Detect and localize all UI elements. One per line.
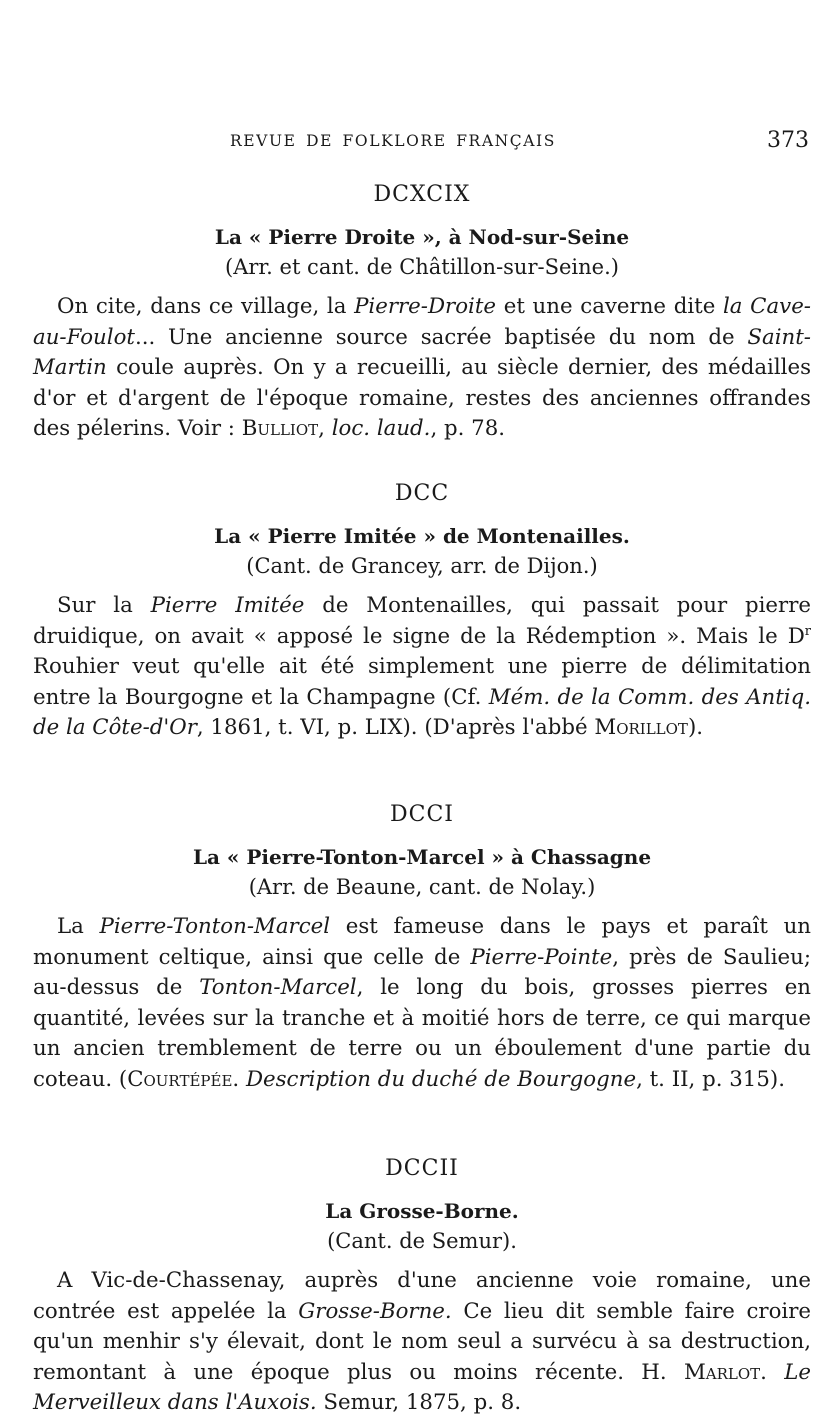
running-title: REVUE DE FOLKLORE FRANÇAIS bbox=[230, 132, 556, 150]
section-body bbox=[33, 912, 811, 1096]
section-dcxcix bbox=[33, 180, 811, 445]
section-body bbox=[33, 292, 811, 445]
body-text: On cite, dans ce village, la bbox=[57, 294, 355, 319]
page-number: 373 bbox=[767, 128, 809, 153]
body-text: . bbox=[232, 1066, 246, 1092]
author-name: Bulliot bbox=[241, 416, 319, 442]
author-name: Morillot bbox=[594, 715, 688, 741]
section-subtitle: (Cant. de Semur). bbox=[327, 1229, 517, 1253]
body-italic: Description du duché de Bourgogne bbox=[245, 1066, 637, 1092]
body-italic: la Cave-au-Foulot bbox=[33, 294, 811, 350]
body-italic: Pierre-Droite bbox=[354, 294, 497, 319]
section-dcc bbox=[33, 479, 811, 744]
body-italic: Saint-Martin bbox=[33, 324, 811, 381]
body-italic: Le Merveilleux dans l'Auxois. bbox=[33, 1359, 811, 1416]
body-text: et une caverne dite bbox=[496, 294, 723, 319]
section-dccii bbox=[33, 1154, 811, 1419]
body-italic: Pierre-Pointe bbox=[470, 944, 613, 970]
section-title: La « Pierre Imitée » de Montenailles. bbox=[214, 524, 630, 548]
body-text: . bbox=[760, 1359, 785, 1385]
body-text: Semur, 1875, p. 8. bbox=[316, 1390, 522, 1416]
author-name: Marlot bbox=[683, 1359, 761, 1385]
body-text: Sur la bbox=[57, 593, 151, 618]
section-title: La Grosse-Borne. bbox=[325, 1199, 519, 1223]
section-numeral: DCC bbox=[394, 481, 450, 506]
body-text: A Vic-de-Chassenay, auprès d'une ancienne voie romaine, une contrée est appelée la bbox=[33, 1268, 811, 1324]
section-body bbox=[33, 1266, 811, 1419]
page-header bbox=[0, 128, 817, 158]
body-italic: Pierre Imitée bbox=[150, 593, 305, 618]
body-text: , le long du bois, grosses pierres en quantité, levées sur la tranche et à moitié hors de terre, ce qui marque un ancien tremblement de terre ou un éboulement d'une partie du coteau. ( bbox=[33, 975, 812, 1092]
author-name: Courtépée bbox=[127, 1066, 233, 1092]
section-body bbox=[33, 591, 811, 744]
section-numeral: DCXCIX bbox=[373, 182, 471, 207]
body-italic: Tonton-Marcel bbox=[199, 975, 357, 1001]
body-text: est fameuse dans le pays et paraît un monument celtique, ainsi que celle de bbox=[33, 914, 811, 970]
superscript: r bbox=[804, 623, 811, 639]
body-text: coule auprès. On y a recueilli, au siècle dernier, des médailles d'or et d'argent de l'époque romaine, restes des anciennes offrandes des pélerins. Voir : bbox=[33, 355, 811, 442]
body-text: , bbox=[318, 416, 332, 442]
body-text: Rouhier veut qu'elle ait été simplement une pierre de délimitation entre la Bourgogne et la Champagne (Cf. bbox=[33, 654, 811, 710]
section-subtitle: (Arr. et cant. de Châtillon-sur-Seine.) bbox=[225, 255, 619, 279]
body-italic: loc. laud. bbox=[331, 416, 431, 442]
body-italic: Pierre-Tonton-Marcel bbox=[99, 914, 331, 939]
body-text: de Montenailles, qui passait pour pierre druidique, on avait « apposé le signe de la Rédemption ». Mais le D bbox=[33, 593, 811, 649]
section-numeral: DCCII bbox=[385, 1156, 459, 1181]
body-italic: Grosse-Borne. bbox=[298, 1298, 452, 1324]
section-numeral: DCCI bbox=[390, 802, 454, 827]
body-text: ). bbox=[687, 715, 704, 741]
body-text: La bbox=[57, 914, 100, 939]
body-text: Ce lieu dit semble faire croire qu'un menhir s'y élevait, dont le nom seul a survécu à sa destruction, remontant à une époque plus ou moins récente. H. bbox=[33, 1298, 811, 1385]
section-title: La « Pierre Droite », à Nod-sur-Seine bbox=[214, 225, 630, 249]
section-subtitle: (Cant. de Grancey, arr. de Dijon.) bbox=[246, 554, 598, 578]
body-text: ... Une ancienne source sacrée baptisée du nom de bbox=[134, 324, 748, 350]
body-text: , p. 78. bbox=[430, 416, 506, 442]
section-dcci bbox=[33, 800, 811, 1096]
section-title: La « Pierre-Tonton-Marcel » à Chassagne bbox=[192, 845, 652, 869]
section-subtitle: (Arr. de Beaune, cant. de Nolay.) bbox=[248, 875, 596, 899]
body-text: , t. II, p. 315). bbox=[636, 1066, 785, 1092]
body-italic: Mém. de la Comm. des Antiq. de la Côte-d'Or bbox=[33, 684, 812, 741]
body-text: , 1861, t. VI, p. LIX). (D'après l'abbé bbox=[196, 715, 595, 741]
body-text: , près de Saulieu; au-dessus de bbox=[33, 944, 812, 1001]
